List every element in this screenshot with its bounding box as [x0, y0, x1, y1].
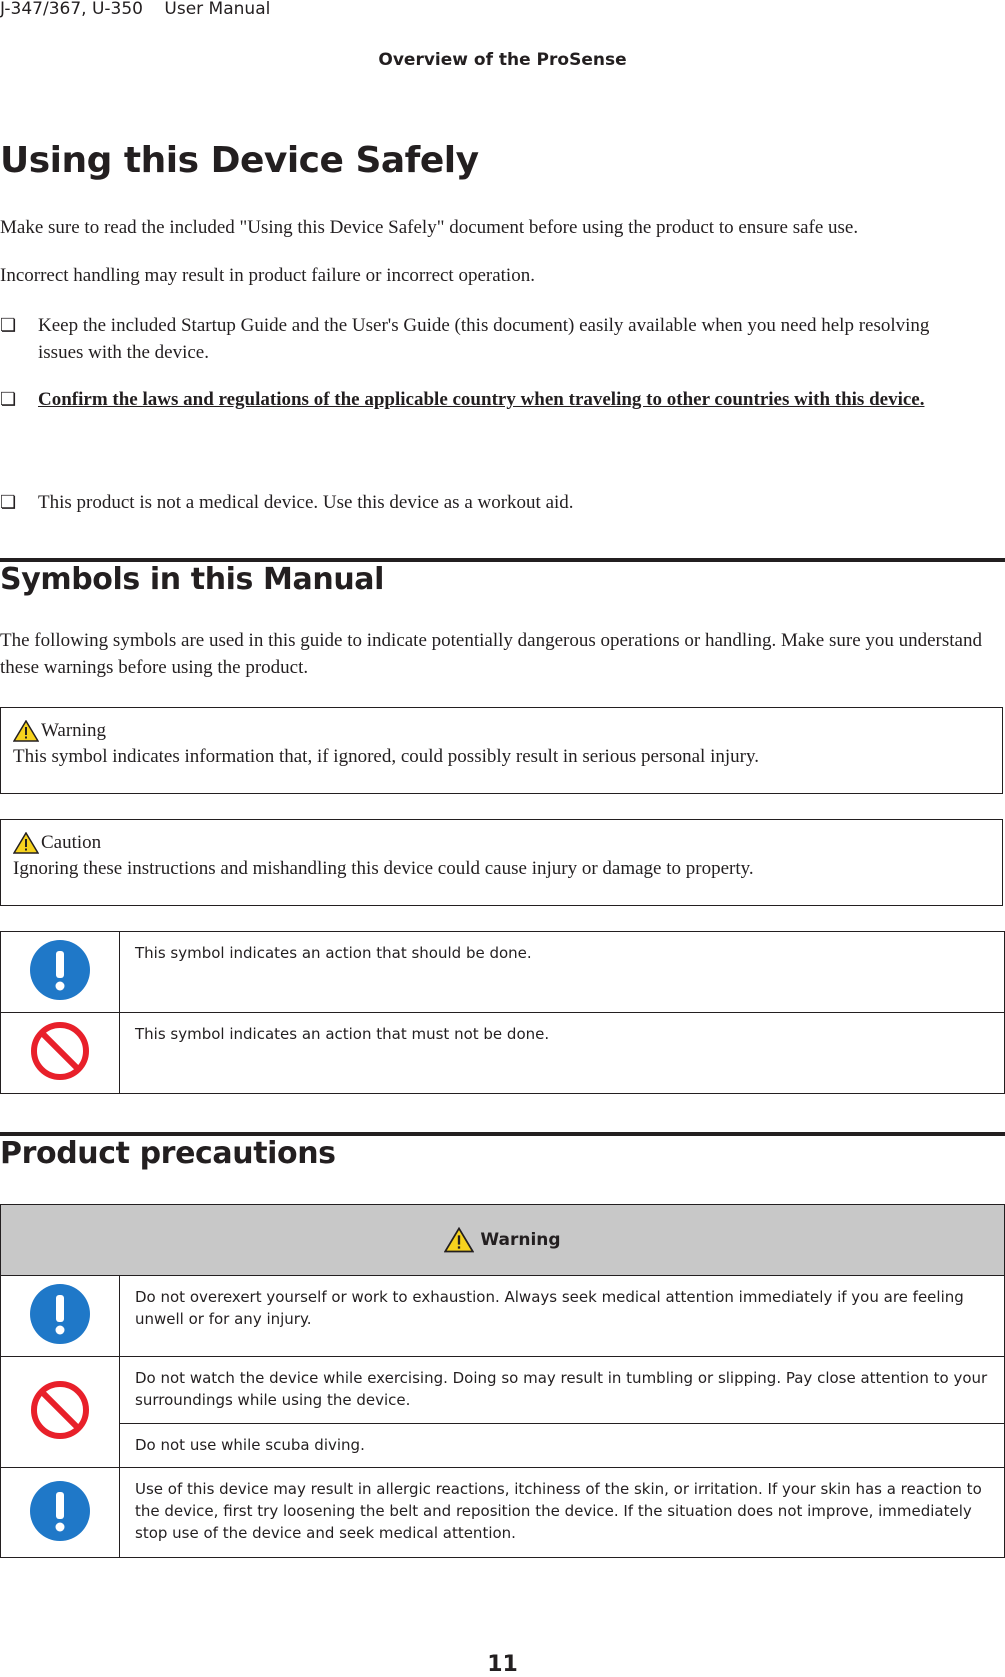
prohibited-action-icon	[29, 1379, 91, 1441]
warning-triangle-icon	[444, 1227, 474, 1253]
list-item	[0, 489, 975, 516]
caution-box	[0, 819, 1003, 906]
table-header-label: Warning	[480, 1230, 561, 1250]
table-row	[1, 1357, 1005, 1424]
warning-text: This symbol indicates information that, if ignored, could possibly result in serious personal injury.	[13, 746, 759, 767]
model-label: J-347/367, U-350	[0, 0, 143, 19]
precaution-text: Use of this device may result in allergic reactions, itchiness of the skin, or irritation. If your skin has a reaction to the device, first try loosening the belt and reposition the device. If the situation does not improve, immediately stop use of the device and seek medical attention.	[120, 1468, 1005, 1558]
page-number: 11	[487, 1652, 518, 1677]
precaution-text: Do not overexert yourself or work to exhaustion. Always seek medical attention immediately if you are feeling unwell or for any injury.	[120, 1276, 1005, 1357]
checkbox-bullet-icon: ❏	[0, 492, 17, 512]
prohibited-action-icon	[29, 1020, 91, 1082]
caution-text: Ignoring these instructions and mishandling this device could cause injury or damage to property.	[13, 858, 754, 879]
precaution-text: Do not watch the device while exercising. Doing so may result in tumbling or slipping. Pay close attention to your surroundings while using the device.	[120, 1357, 1005, 1424]
mandatory-action-icon	[29, 1480, 91, 1542]
symbols-table	[0, 931, 1005, 1094]
caution-title: Caution	[41, 832, 102, 853]
safety-paragraph-2: Incorrect handling may result in product failure or incorrect operation.	[0, 265, 535, 286]
list-item	[0, 312, 975, 366]
section-heading-symbols: Symbols in this Manual	[0, 562, 384, 597]
section-heading-precautions: Product precautions	[0, 1136, 336, 1171]
bullet-text: Confirm the laws and regulations of the applicable country when traveling to other countries with this device.	[38, 389, 925, 410]
warning-title: Warning	[41, 720, 106, 741]
list-item	[0, 386, 975, 413]
bullet-text: Keep the included Startup Guide and the User's Guide (this document) easily available when you need help resolving issues with the device.	[38, 315, 930, 363]
precautions-table	[0, 1204, 1005, 1558]
warning-triangle-icon	[13, 720, 39, 742]
mandatory-action-icon	[29, 1283, 91, 1345]
symbol-description: This symbol indicates an action that must not be done.	[120, 1013, 1005, 1094]
safety-paragraph-1: Make sure to read the included "Using this Device Safely" document before using the product to ensure safe use.	[0, 217, 859, 238]
table-row	[1, 1276, 1005, 1357]
bullet-text: This product is not a medical device. Use this device as a workout aid.	[38, 492, 574, 513]
warning-box	[0, 707, 1003, 794]
precaution-text: Do not use while scuba diving.	[120, 1424, 1005, 1468]
table-row	[1, 1468, 1005, 1558]
checkbox-bullet-icon: ❏	[0, 389, 17, 409]
section-title: Overview of the ProSense	[378, 50, 627, 70]
caution-triangle-icon	[13, 832, 39, 854]
symbol-description: This symbol indicates an action that should be done.	[120, 932, 1005, 1013]
page-header	[0, 0, 286, 19]
symbols-intro: The following symbols are used in this guide to indicate potentially dangerous operations or handling. Make sure you understand these warnings before using the product.	[0, 630, 982, 678]
table-header-row	[1, 1205, 1005, 1276]
table-row	[1, 1424, 1005, 1468]
manual-label: User Manual	[164, 0, 271, 19]
table-row	[1, 1013, 1005, 1094]
mandatory-action-icon	[29, 939, 91, 1001]
checkbox-bullet-icon: ❏	[0, 315, 17, 335]
page-title: Using this Device Safely	[0, 140, 479, 181]
table-row	[1, 932, 1005, 1013]
